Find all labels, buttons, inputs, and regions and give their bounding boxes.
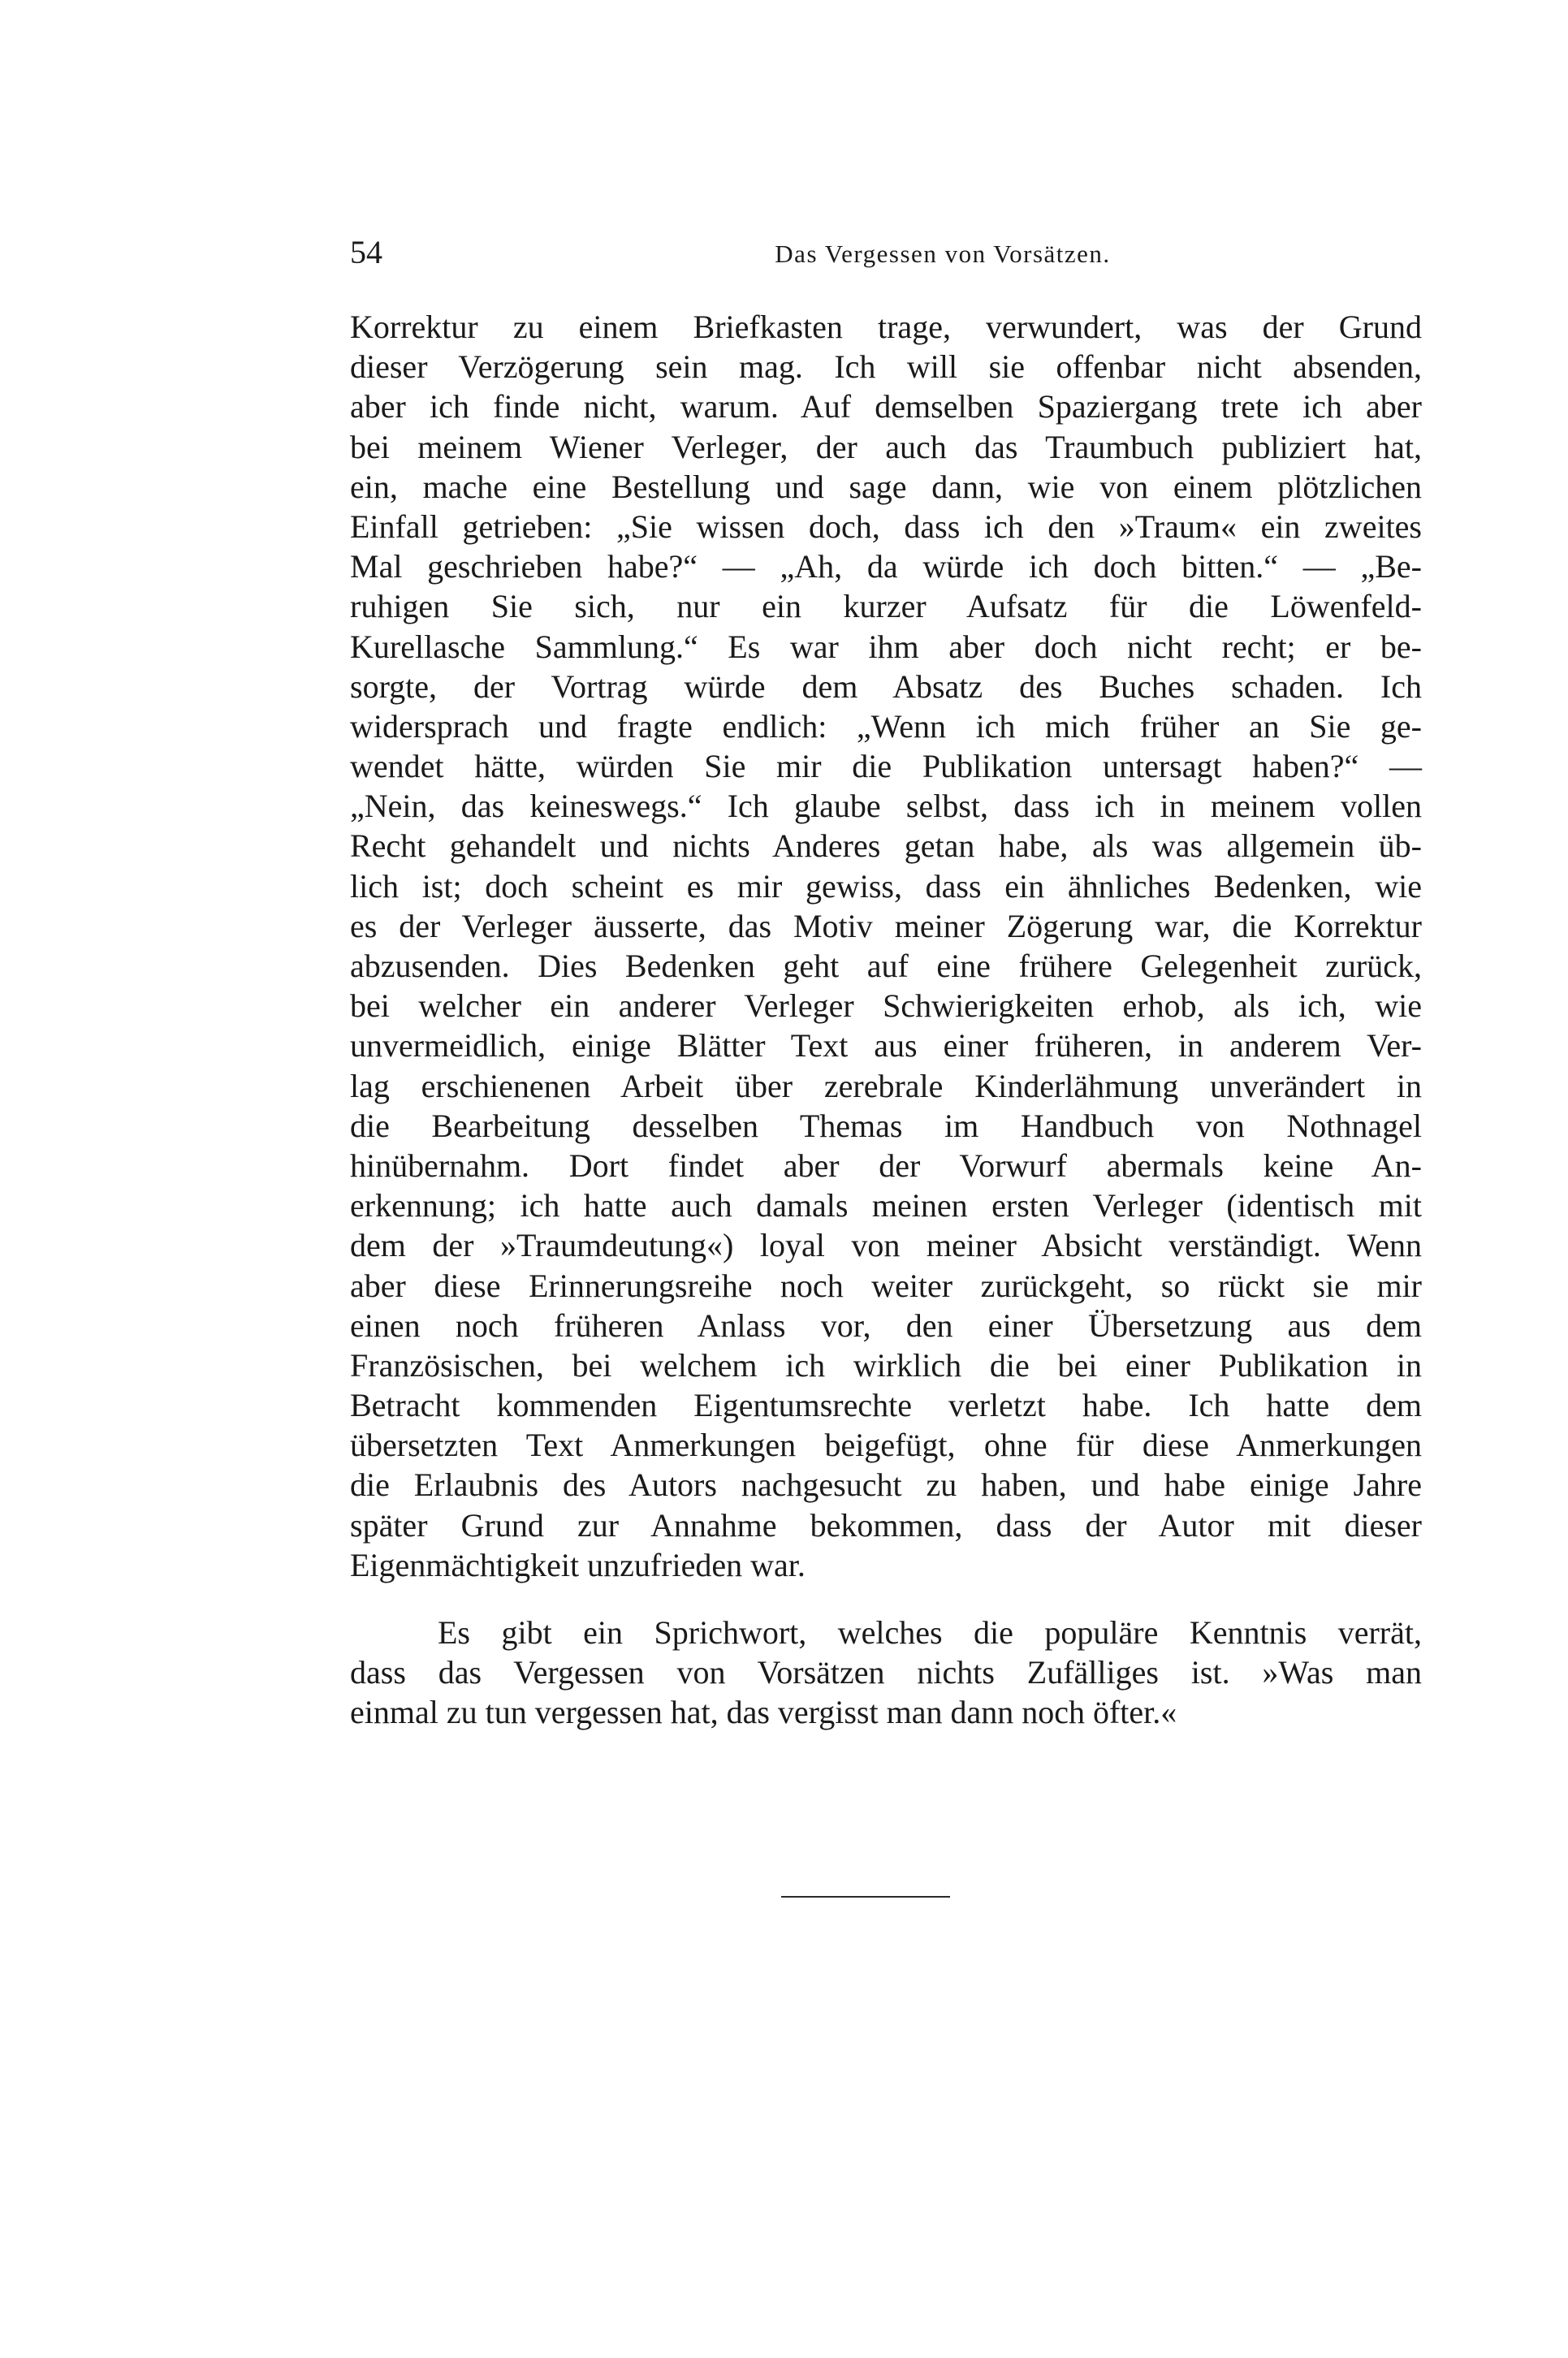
text-line: ein, mache eine Bestellung und sage dann, wie von einem plötzlichen [350, 468, 1422, 505]
paragraph-1 [350, 307, 1422, 1585]
text-line: übersetzten Text Anmerkungen beigefügt, ohne für diese Anmerkungen [350, 1427, 1422, 1464]
text-line: unvermeidlich, einige Blätter Text aus einer früheren, in anderem Ver- [350, 1027, 1422, 1065]
text-line: Mal geschrieben habe?“ — „Ah, da würde ich doch bitten.“ — „Be- [350, 548, 1422, 585]
text-line: hinübernahm. Dort findet aber der Vorwurf abermals keine An- [350, 1147, 1422, 1184]
paragraph-gap [350, 1585, 1422, 1613]
text-line: dass das Vergessen von Vorsätzen nichts Zufälliges ist. »Was man [350, 1654, 1422, 1691]
text-line: erkennung; ich hatte auch damals meinen ersten Verleger (identisch mit [350, 1187, 1422, 1224]
text-line: bei welcher ein anderer Verleger Schwierigkeiten erhob, als ich, wie [350, 987, 1422, 1025]
text-line: Korrektur zu einem Briefkasten trage, verwundert, was der Grund [350, 309, 1422, 345]
running-title: Das Vergessen von Vorsätzen. [775, 240, 1111, 268]
text-line: später Grund zur Annahme bekommen, dass der Autor mit dieser [350, 1506, 1422, 1544]
text-line: sorgte, der Vortrag würde dem Absatz des Buches schaden. Ich [350, 667, 1422, 705]
text-line: einmal zu tun vergessen hat, das vergisst man dann noch öfter.« [350, 1694, 1177, 1731]
text-line: ruhigen Sie sich, nur ein kurzer Aufsatz für die Löwenfeld- [350, 588, 1422, 625]
text-line: dem der »Traumdeutung«) loyal von meiner Absicht verständigt. Wenn [350, 1227, 1422, 1264]
page-number: 54 [350, 234, 382, 270]
text-line: aber ich finde nicht, warum. Auf demselben Spaziergang trete ich aber [350, 388, 1422, 425]
text-line: die Bearbeitung desselben Themas im Handbuch von Nothnagel [350, 1107, 1422, 1144]
running-head [350, 232, 1422, 273]
text-line: widersprach und fragte endlich: „Wenn ich mich früher an Sie ge- [350, 707, 1422, 745]
text-line: Recht gehandelt und nichts Anderes getan habe, als was allgemein üb- [350, 827, 1422, 865]
text-line: bei meinem Wiener Verleger, der auch das Traumbuch publiziert hat, [350, 428, 1422, 465]
text-line: aber diese Erinnerungsreihe noch weiter zurückgeht, so rückt sie mir [350, 1267, 1422, 1304]
text-line: dieser Verzögerung sein mag. Ich will sie offenbar nicht absenden, [350, 348, 1422, 386]
text-line: Eigenmächtigkeit unzufrieden war. [350, 1546, 806, 1583]
text-line: lich ist; doch scheint es mir gewiss, dass ein ähnliches Bedenken, wie [350, 867, 1422, 905]
section-end-rule [781, 1896, 950, 1898]
text-line: lag erschienenen Arbeit über zerebrale Kinderlähmung unverändert in [350, 1067, 1422, 1104]
text-line: wendet hätte, würden Sie mir die Publikation untersagt haben?“ — [350, 748, 1422, 785]
text-line: einen noch früheren Anlass vor, den einer Übersetzung aus dem [350, 1306, 1422, 1344]
text-line: abzusenden. Dies Bedenken geht auf eine frühere Gelegenheit zurück, [350, 948, 1422, 984]
text-line: Einfall getrieben: „Sie wissen doch, dass ich den »Traum« ein zweites [350, 507, 1422, 545]
text-line: „Nein, das keineswegs.“ Ich glaube selbst, dass ich in meinem vollen [350, 788, 1422, 825]
text-line: Kurellasche Sammlung.“ Es war ihm aber doch nicht recht; er be- [350, 628, 1422, 665]
text-line: die Erlaubnis des Autors nachgesucht zu haben, und habe einige Jahre [350, 1466, 1422, 1504]
body-text [350, 307, 1422, 1733]
paragraph-2 [350, 1613, 1422, 1733]
text-line: Französischen, bei welchem ich wirklich die bei einer Publikation in [350, 1346, 1422, 1384]
text-line: es der Verleger äusserte, das Motiv meiner Zögerung war, die Korrektur [350, 907, 1422, 944]
text-line: Es gibt ein Sprichwort, welches die populäre Kenntnis verrät, [438, 1614, 1422, 1651]
text-line: Betracht kommenden Eigentumsrechte verletzt habe. Ich hatte dem [350, 1387, 1422, 1424]
